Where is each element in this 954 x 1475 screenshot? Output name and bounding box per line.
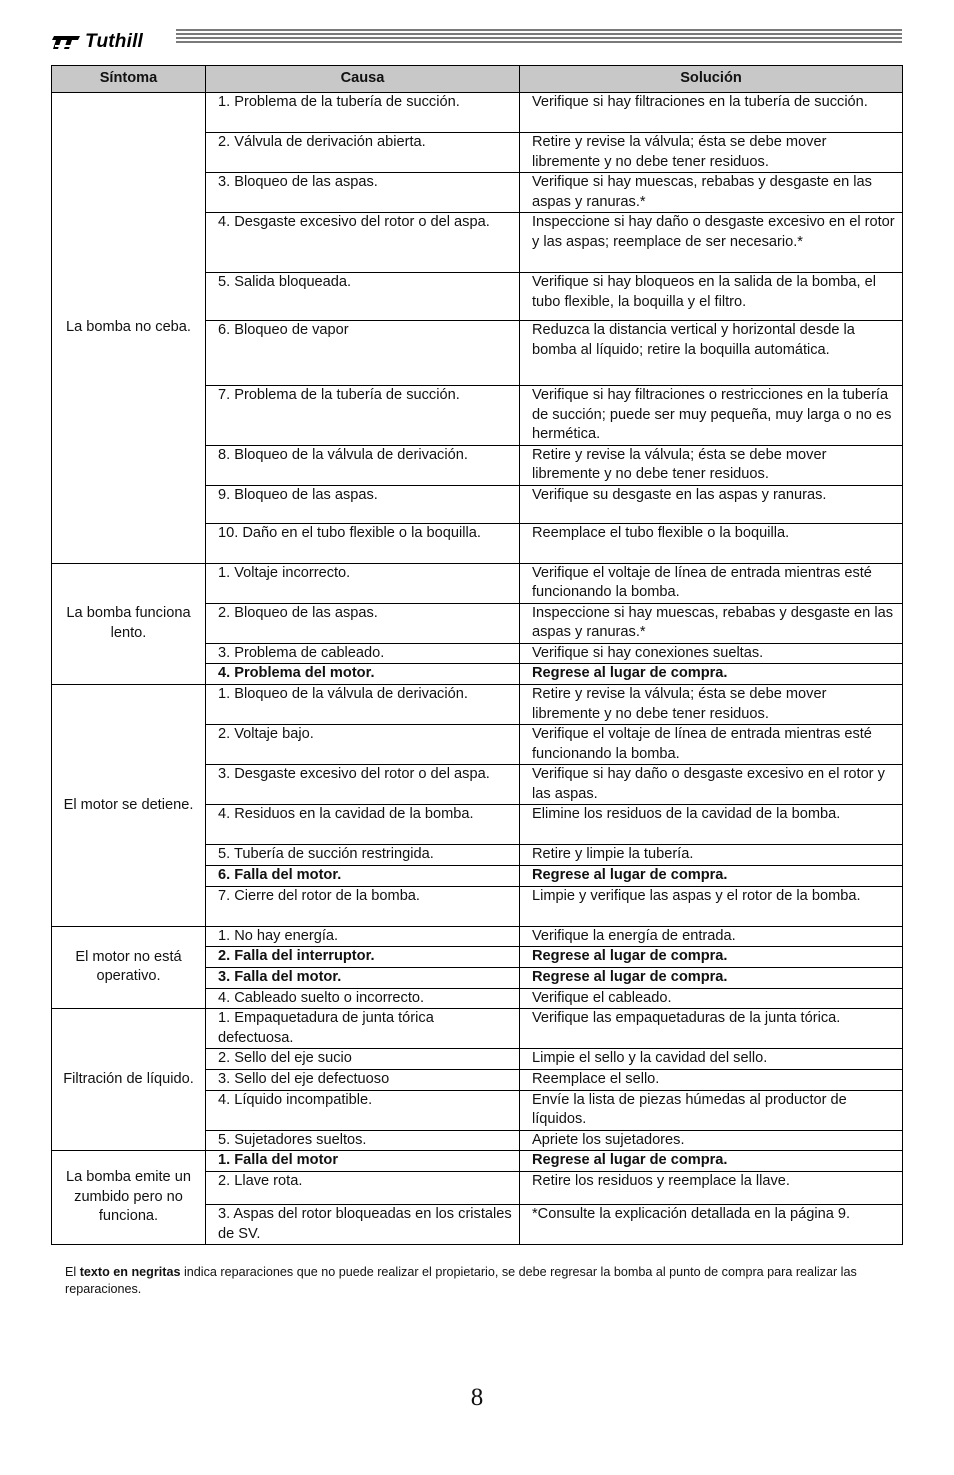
cause-cell: 10. Daño en el tubo flexible o la boquilla. (206, 523, 520, 563)
cause-cell: 9. Bloqueo de las aspas. (206, 485, 520, 523)
tuthill-logo (52, 32, 143, 52)
solution-cell: Verifique el voltaje de línea de entrada mientras esté funcionando la bomba. (520, 725, 903, 765)
cause-cell: 3. Desgaste excesivo del rotor o del aspa. (206, 765, 520, 805)
solution-cell: Reduzca la distancia vertical y horizontal desde la bomba al líquido; retire la boquilla automática. (520, 321, 903, 386)
solution-cell: Inspeccione si hay muescas, rebabas y desgaste en las aspas y ranuras.* (520, 603, 903, 643)
cause-cell: 4. Cableado suelto o incorrecto. (206, 988, 520, 1009)
column-header-solution: Solución (520, 66, 903, 93)
table-row (52, 685, 903, 725)
solution-cell: Verifique su desgaste en las aspas y ranuras. (520, 485, 903, 523)
cause-cell: 4. Residuos en la cavidad de la bomba. (206, 805, 520, 845)
header-stripes (176, 29, 902, 46)
cause-cell: 4. Líquido incompatible. (206, 1090, 520, 1130)
cause-cell: 3. Falla del motor. (206, 967, 520, 988)
solution-cell: Verifique la energía de entrada. (520, 926, 903, 947)
cause-cell: 5. Tubería de succión restringida. (206, 845, 520, 866)
cause-cell: 2. Sello del eje sucio (206, 1049, 520, 1070)
cause-cell: 5. Sujetadores sueltos. (206, 1130, 520, 1151)
solution-cell: Verifique si hay muescas, rebabas y desgaste en las aspas y ranuras.* (520, 173, 903, 213)
solution-cell: Verifique el voltaje de línea de entrada mientras esté funcionando la bomba. (520, 563, 903, 603)
table-row (52, 1151, 903, 1172)
cause-cell: 1. Bloqueo de la válvula de derivación. (206, 685, 520, 725)
cause-cell: 3. Sello del eje defectuoso (206, 1069, 520, 1090)
cause-cell: 2. Falla del interruptor. (206, 947, 520, 968)
solution-cell: Elimine los residuos de la cavidad de la bomba. (520, 805, 903, 845)
cause-cell: 3. Bloqueo de las aspas. (206, 173, 520, 213)
solution-cell: Verifique el cableado. (520, 988, 903, 1009)
solution-cell: Regrese al lugar de compra. (520, 664, 903, 685)
solution-cell: Apriete los sujetadores. (520, 1130, 903, 1151)
table-row (52, 1009, 903, 1049)
solution-cell: Limpie el sello y la cavidad del sello. (520, 1049, 903, 1070)
note-prefix: El (65, 1265, 80, 1279)
column-header-symptom: Síntoma (52, 66, 206, 93)
cause-cell: 2. Llave rota. (206, 1172, 520, 1205)
page-number: 8 (470, 1384, 484, 1411)
note-suffix: indica reparaciones que no puede realizar el propietario, se debe regresar la bomba al punto de compra para realizar las reparaciones. (65, 1265, 857, 1296)
solution-cell: Inspeccione si hay daño o desgaste excesivo en el rotor y las aspas; reemplace de ser necesario.* (520, 213, 903, 273)
cause-cell: 5. Salida bloqueada. (206, 273, 520, 321)
cause-cell: 1. Empaquetadura de junta tórica defectuosa. (206, 1009, 520, 1049)
symptom-cell: Filtración de líquido. (52, 1009, 206, 1151)
solution-cell: Reemplace el sello. (520, 1069, 903, 1090)
solution-cell: Verifique las empaquetaduras de la junta tórica. (520, 1009, 903, 1049)
cause-cell: 6. Falla del motor. (206, 865, 520, 886)
cause-cell: 4. Problema del motor. (206, 664, 520, 685)
cause-cell: 7. Problema de la tubería de succión. (206, 386, 520, 446)
table-row (52, 563, 903, 603)
cause-cell: 1. No hay energía. (206, 926, 520, 947)
solution-cell: Envíe la lista de piezas húmedas al productor de líquidos. (520, 1090, 903, 1130)
solution-cell: Verifique si hay bloqueos en la salida de la bomba, el tubo flexible, la boquilla y el filtro. (520, 273, 903, 321)
bold-text-note (65, 1264, 895, 1298)
symptom-cell: El motor se detiene. (52, 685, 206, 927)
cause-cell: 8. Bloqueo de la válvula de derivación. (206, 445, 520, 485)
solution-cell: Retire y revise la válvula; ésta se debe mover libremente y no debe tener residuos. (520, 685, 903, 725)
solution-cell: Regrese al lugar de compra. (520, 1151, 903, 1172)
cause-cell: 1. Voltaje incorrecto. (206, 563, 520, 603)
symptom-cell: La bomba funciona lento. (52, 563, 206, 685)
symptom-cell: El motor no está operativo. (52, 926, 206, 1009)
column-header-cause: Causa (206, 66, 520, 93)
solution-cell: Verifique si hay daño o desgaste excesivo en el rotor y las aspas. (520, 765, 903, 805)
solution-cell: Verifique si hay conexiones sueltas. (520, 643, 903, 664)
logo-text: Tuthill (85, 31, 144, 52)
symptom-cell: La bomba emite un zumbido pero no funciona. (52, 1151, 206, 1245)
solution-cell: Retire y revise la válvula; ésta se debe mover libremente y no debe tener residuos. (520, 445, 903, 485)
solution-cell: Retire los residuos y reemplace la llave. (520, 1172, 903, 1205)
table-row (52, 926, 903, 947)
solution-cell: Verifique si hay filtraciones o restricciones en la tubería de succión; puede ser muy pequeña, muy larga o no es hermética. (520, 386, 903, 446)
solution-cell: Regrese al lugar de compra. (520, 947, 903, 968)
cause-cell: 3. Problema de cableado. (206, 643, 520, 664)
cause-cell: 3. Aspas del rotor bloqueadas en los cristales de SV. (206, 1205, 520, 1245)
symptom-cell: La bomba no ceba. (52, 93, 206, 564)
cause-cell: 7. Cierre del rotor de la bomba. (206, 886, 520, 926)
page-header (52, 26, 902, 54)
cause-cell: 1. Falla del motor (206, 1151, 520, 1172)
solution-cell: Verifique si hay filtraciones en la tubería de succión. (520, 93, 903, 133)
cause-cell: 1. Problema de la tubería de succión. (206, 93, 520, 133)
table-row (52, 93, 903, 133)
solution-cell: *Consulte la explicación detallada en la página 9. (520, 1205, 903, 1245)
cause-cell: 2. Válvula de derivación abierta. (206, 133, 520, 173)
note-bold-term: texto en negritas (79, 1265, 181, 1279)
table-body (52, 93, 903, 1245)
solution-cell: Limpie y verifique las aspas y el rotor de la bomba. (520, 886, 903, 926)
cause-cell: 2. Voltaje bajo. (206, 725, 520, 765)
cause-cell: 6. Bloqueo de vapor (206, 321, 520, 386)
troubleshooting-table (51, 65, 903, 1245)
solution-cell: Retire y limpie la tubería. (520, 845, 903, 866)
solution-cell: Retire y revise la válvula; ésta se debe mover libremente y no debe tener residuos. (520, 133, 903, 173)
solution-cell: Reemplace el tubo flexible o la boquilla. (520, 523, 903, 563)
solution-cell: Regrese al lugar de compra. (520, 967, 903, 988)
cause-cell: 2. Bloqueo de las aspas. (206, 603, 520, 643)
tuthill-logo-icon (52, 33, 82, 51)
solution-cell: Regrese al lugar de compra. (520, 865, 903, 886)
cause-cell: 4. Desgaste excesivo del rotor o del aspa. (206, 213, 520, 273)
table-header-row (52, 66, 903, 93)
